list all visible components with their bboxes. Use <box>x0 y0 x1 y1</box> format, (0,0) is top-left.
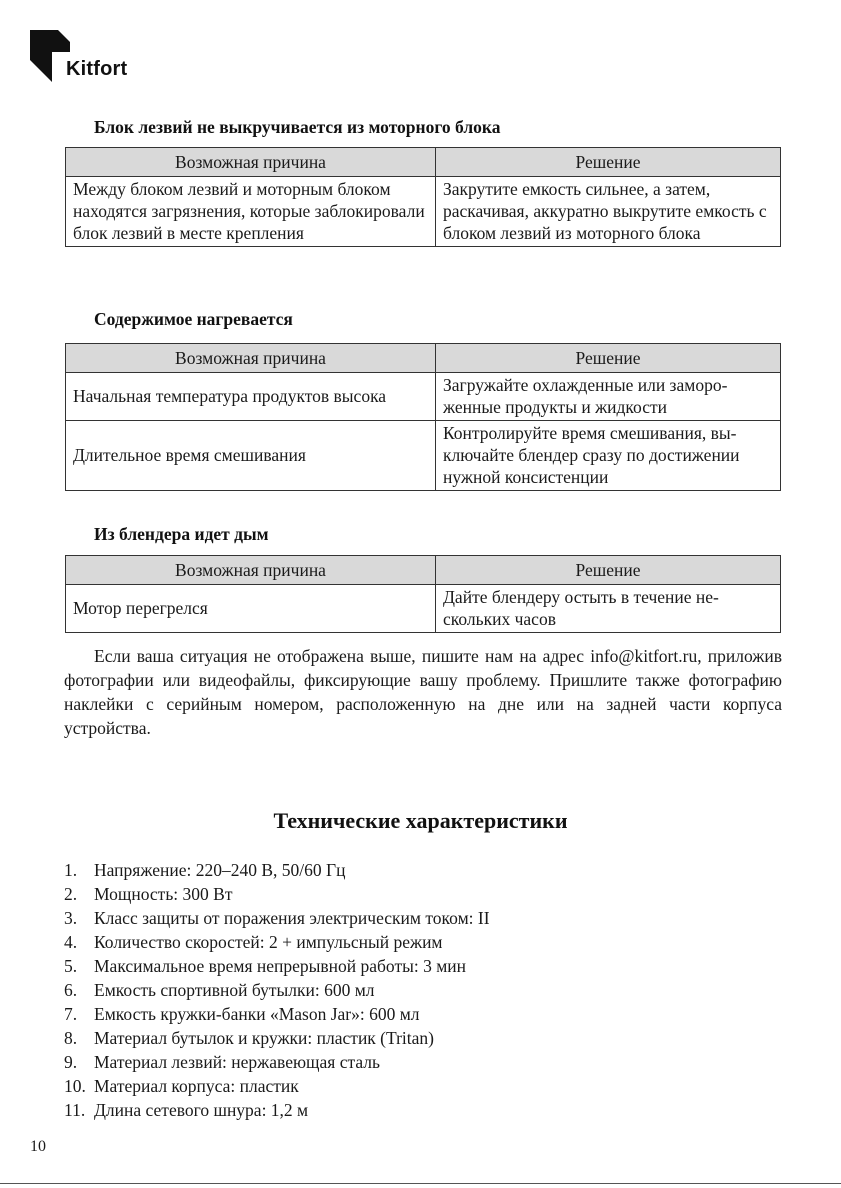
list-item <box>64 858 490 882</box>
list-item <box>64 1050 490 1074</box>
cause-cell: Мотор перегрелся <box>66 585 436 633</box>
solution-cell: Загружайте охлажденные или заморо-женные продукты и жидкости <box>436 373 781 421</box>
brand-name: Kitfort <box>66 58 128 80</box>
item-number: 11. <box>64 1100 86 1120</box>
item-text: Емкость спортивной бутылки: 600 мл <box>94 980 375 1000</box>
list-item <box>64 1098 490 1122</box>
item-text: Материал корпуса: пластик <box>94 1076 299 1096</box>
table-row <box>66 177 781 247</box>
column-header-cause: Возможная причина <box>66 556 436 585</box>
kitfort-logo <box>30 30 70 82</box>
page-number: 10 <box>30 1138 46 1155</box>
item-text: Максимальное время непрерывной работы: 3 мин <box>94 956 467 976</box>
list-item <box>64 1074 490 1098</box>
table-row <box>66 373 781 421</box>
item-number: 9. <box>64 1052 78 1072</box>
table-row <box>66 421 781 491</box>
list-item <box>64 954 490 978</box>
section-title: Содержимое нагревается <box>94 309 293 329</box>
item-number: 2. <box>64 884 78 904</box>
item-number: 7. <box>64 1004 78 1024</box>
list-item <box>64 930 490 954</box>
item-text: Длина сетевого шнура: 1,2 м <box>94 1100 309 1120</box>
column-header-solution: Решение <box>436 344 781 373</box>
item-text: Количество скоростей: 2 + импульсный режим <box>94 932 443 952</box>
item-text: Материал лезвий: нержавеющая сталь <box>94 1052 380 1072</box>
troubleshooting-table <box>65 147 781 247</box>
item-text: Материал бутылок и кружки: пластик (Tritan) <box>94 1028 434 1048</box>
item-number: 1. <box>64 860 78 880</box>
list-item <box>64 906 490 930</box>
table-header-row <box>66 344 781 373</box>
contact-paragraph <box>64 644 782 740</box>
specs-title: Технические характеристики <box>273 808 568 833</box>
column-header-solution: Решение <box>436 148 781 177</box>
item-number: 6. <box>64 980 78 1000</box>
table-row <box>66 585 781 633</box>
item-text: Напряжение: 220–240 В, 50/60 Гц <box>94 860 346 880</box>
item-text: Емкость кружки-банки «Mason Jar»: 600 мл <box>94 1004 420 1024</box>
specs-list <box>64 858 490 1122</box>
list-item <box>64 1026 490 1050</box>
column-header-cause: Возможная причина <box>66 344 436 373</box>
troubleshooting-table <box>65 555 781 633</box>
cause-cell: Начальная температура продуктов высока <box>66 373 436 421</box>
list-item <box>64 978 490 1002</box>
item-number: 10. <box>64 1076 86 1096</box>
contact-text: Если ваша ситуация не отображена выше, пишите нам на адрес info@kitfort.ru, приложив фотографии или видеофайлы, фиксирующие вашу проблему. Пришлите также фотографию наклейки с серийным номером, расположенную на дне или на задней части корпуса устройства. <box>64 646 782 738</box>
table-header-row <box>66 148 781 177</box>
solution-cell: Закрутите емкость сильнее, а затем, раскачивая, аккуратно выкрутите емкость с блоком лезвий из моторного блока <box>436 177 781 247</box>
section-title: Из блендера идет дым <box>94 524 269 544</box>
list-item <box>64 882 490 906</box>
cause-cell: Длительное время смешивания <box>66 421 436 491</box>
table-header-row <box>66 556 781 585</box>
page-bottom-rule <box>0 1183 841 1184</box>
item-number: 8. <box>64 1028 78 1048</box>
cause-cell: Между блоком лезвий и моторным блоком находятся загрязнения, которые заблокировали блок лезвий в месте крепления <box>66 177 436 247</box>
item-text: Класс защиты от поражения электрическим током: II <box>94 908 490 928</box>
item-number: 4. <box>64 932 78 952</box>
section-title: Блок лезвий не выкручивается из моторного блока <box>94 117 501 137</box>
column-header-solution: Решение <box>436 556 781 585</box>
solution-cell: Дайте блендеру остыть в течение не-скольких часов <box>436 585 781 633</box>
kitfort-logo-mark <box>30 30 70 82</box>
list-item <box>64 1002 490 1026</box>
solution-cell: Контролируйте время смешивания, вы-ключайте блендер сразу по достижении нужной консистенции <box>436 421 781 491</box>
column-header-cause: Возможная причина <box>66 148 436 177</box>
item-number: 5. <box>64 956 78 976</box>
item-text: Мощность: 300 Вт <box>94 884 233 904</box>
item-number: 3. <box>64 908 78 928</box>
troubleshooting-table <box>65 343 781 491</box>
